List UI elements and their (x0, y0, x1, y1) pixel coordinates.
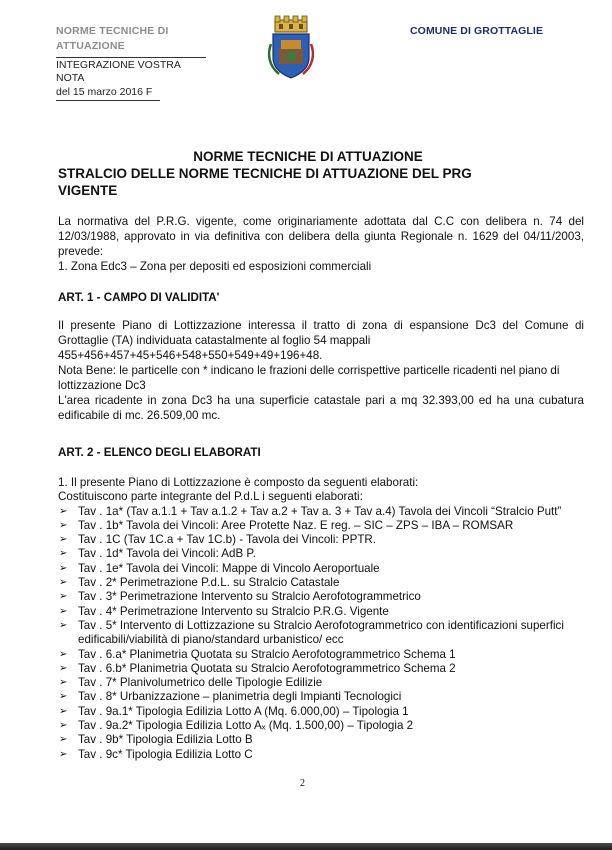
elaborato-label: Tav . 1b* Tavola dei Vincoli: Aree Protette Naz. E reg. – SIC – ZPS – IBA – ROMSAR (78, 518, 514, 532)
arrowhead-bullet-icon: ➢ (59, 677, 68, 689)
arrowhead-bullet-icon: ➢ (59, 534, 68, 546)
elaborato-label: Tav . 2* Perimetrazione P.d.L. su Stralcio Catastale (78, 576, 340, 590)
elaborato-list-item (58, 719, 584, 733)
art1-paragraph-scope: Il presente Piano di Lottizzazione interessa il tratto di zona di espansione Dc3 del Comune di Grottaglie (TA) individuata catastalmente al foglio 54 mappali (58, 319, 584, 347)
elaborato-list-item (58, 576, 584, 590)
elaborato-list-item (58, 605, 584, 619)
elaborato-label: Tav . 9a.2* Tipologia Edilizia Lotto Aₓ (Mq. 1.500,00) – Tipologia 2 (78, 719, 414, 733)
elaborato-list-item (58, 676, 584, 690)
header-left-block (56, 24, 206, 99)
art1-heading: ART. 1 - CAMPO DI VALIDITA' (58, 291, 220, 304)
arrowhead-bullet-icon: ➢ (59, 662, 68, 674)
elaborato-list-item (58, 505, 584, 519)
elaborato-list-item (58, 733, 584, 747)
document-title-line2: STRALCIO DELLE NORME TECNICHE DI ATTUAZIONE DEL PRG (58, 166, 472, 181)
elaborato-label: Tav . 1C (Tav 1C.a + Tav 1C.b) - Tavola dei Vincoli: PPTR. (78, 533, 377, 547)
elaborato-label: Tav . 6.b* Planimetria Quotata su Stralcio Aerofotogrammetrico Schema 2 (78, 661, 456, 675)
art2-lead-line1: 1. Il presente Piano di Lottizzazione è composto da seguenti elaborati: (58, 476, 419, 489)
arrowhead-bullet-icon: ➢ (59, 734, 68, 746)
elaborato-list-item (58, 648, 584, 662)
document-title (58, 148, 558, 199)
arrowhead-bullet-icon: ➢ (59, 748, 68, 760)
elaborato-list-item (58, 547, 584, 561)
art2-lead-line2: Costituiscono parte integrante del P.d.L i seguenti elaborati: (58, 490, 363, 504)
elaborato-label: Tav . 9a.1* Tipologia Edilizia Lotto A (Mq. 6.000,00) – Tipologia 1 (78, 704, 409, 718)
elaborato-list-item (58, 519, 584, 533)
header-doc-title-line1: NORME TECNICHE DI (56, 25, 169, 37)
elaborato-list-item (58, 748, 584, 762)
art1-body (58, 318, 584, 423)
elaborato-list-item (58, 533, 584, 547)
elaborato-list-item (58, 562, 584, 576)
header-divider (56, 57, 206, 58)
document-title-line1: NORME TECNICHE DI ATTUAZIONE (193, 149, 423, 164)
elaborato-list-item (58, 705, 584, 719)
arrowhead-bullet-icon: ➢ (59, 720, 68, 732)
header-note-line1: INTEGRAZIONE VOSTRA NOTA (56, 59, 181, 84)
arrowhead-bullet-icon: ➢ (59, 519, 68, 531)
elaborato-list-item (58, 662, 584, 676)
elaborato-label: Tav . 9c* Tipologia Edilizia Lotto C (78, 747, 253, 761)
arrowhead-bullet-icon: ➢ (59, 648, 68, 660)
elaborato-label: Tav . 5* Intervento di Lottizzazione su Stralcio Aerofotogrammetrico con identificazioni superfici edificabili/viabilità di piano/standard urbanistico/ ecc (78, 618, 564, 647)
header-note-underline (56, 100, 160, 101)
page-number: 2 (300, 778, 305, 789)
page-bottom-edge (0, 843, 612, 850)
arrowhead-bullet-icon: ➢ (59, 691, 68, 703)
art1-mappali-list: 455+456+457+45+546+548+550+549+49+196+48. (58, 349, 323, 362)
art1-note: Nota Bene: le particelle con * indicano le frazioni delle corrispettive particelle ricadenti nel piano di lottizzazione Dc3 (58, 364, 560, 392)
arrowhead-bullet-icon: ➢ (59, 619, 68, 631)
arrowhead-bullet-icon: ➢ (59, 577, 68, 589)
arrowhead-bullet-icon: ➢ (59, 591, 68, 603)
intro-paragraph: La normativa del P.R.G. vigente, come originariamente adottata dal C.C con delibera n. 74 del 12/03/1988, approvato in via definitiva con delibera della giunta Regionale n. 1629 del 04/11/2003, prevede: (58, 215, 584, 258)
header-doc-title-line2: ATTUAZIONE (56, 40, 125, 52)
elaborato-label: Tav . 6.a* Planimetria Quotata su Stralcio Aerofotogrammetrico Schema 1 (78, 647, 456, 661)
elaborato-list-item (58, 619, 584, 648)
arrowhead-bullet-icon: ➢ (59, 605, 68, 617)
document-title-line3: VIGENTE (58, 183, 118, 198)
elaborato-label: Tav . 7* Planivolumetrico delle Tipologie Edilizie (78, 676, 323, 690)
header-municipality-name: COMUNE DI GROTTAGLIE (410, 25, 544, 37)
elaborato-label: Tav . 1d* Tavola dei Vincoli: AdB P. (78, 547, 256, 561)
elaborato-list-item (58, 590, 584, 604)
elaborato-label: Tav . 1e* Tavola dei Vincoli: Mappe di Vincolo Aeroportuale (78, 561, 380, 575)
elaborati-list (58, 505, 584, 762)
art2-heading: ART. 2 - ELENCO DEGLI ELABORATI (58, 446, 261, 459)
arrowhead-bullet-icon: ➢ (59, 562, 68, 574)
elaborato-label: Tav . 4* Perimetrazione Intervento su Stralcio P.R.G. Vigente (78, 604, 389, 618)
art1-area-paragraph: L'area ricadente in zona Dc3 ha una superficie catastale pari a mq 32.393,00 ed ha una cubatura edificabile di mc. 26.509,00 mc. (58, 394, 584, 422)
elaborato-label: Tav . 8* Urbanizzazione – planimetria degli Impianti Tecnologici (78, 690, 402, 704)
elaborato-label: Tav . 1a* (Tav a.1.1 + Tav a.1.2 + Tav a.2 + Tav a. 3 + Tav a.4) Tavola dei Vincoli “Stralcio Putt” (78, 504, 562, 518)
header-note-line2: del 15 marzo 2016 F (56, 86, 153, 98)
elaborato-label: Tav . 3* Perimetrazione Intervento su Stralcio Aerofotogrammetrico (78, 590, 421, 604)
intro-section (58, 214, 584, 274)
elaborato-label: Tav . 9b* Tipologia Edilizia Lotto B (78, 733, 253, 747)
arrowhead-bullet-icon: ➢ (59, 548, 68, 560)
elaborato-list-item (58, 690, 584, 704)
arrowhead-bullet-icon: ➢ (59, 705, 68, 717)
art2-body (58, 476, 584, 762)
arrowhead-bullet-icon: ➢ (59, 505, 68, 517)
municipal-crest-icon (265, 14, 317, 80)
intro-list-item: 1. Zona Edc3 – Zona per depositi ed esposizioni commerciali (58, 260, 372, 273)
